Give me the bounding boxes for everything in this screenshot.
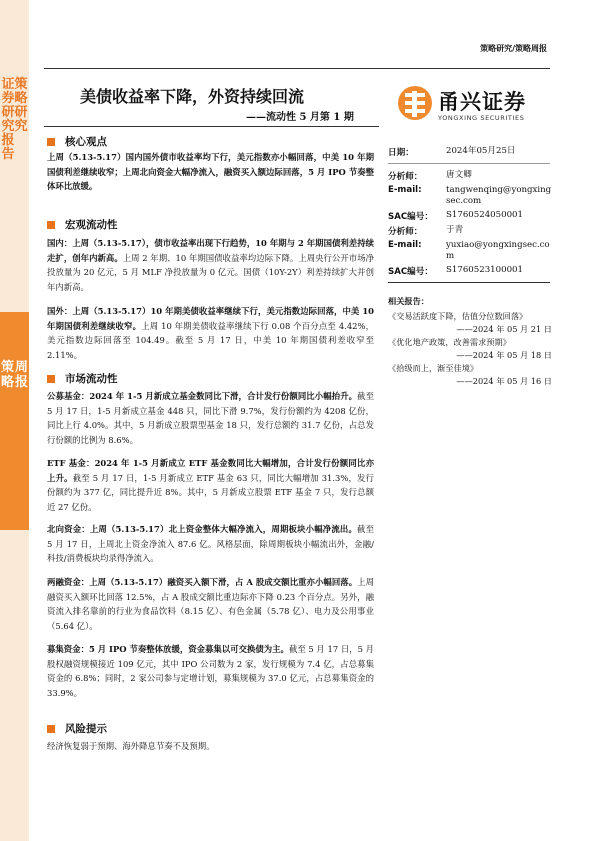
sac-label: SAC编号：	[388, 212, 433, 222]
related-reports-heading: 相关报告：	[388, 296, 429, 306]
analyst-label: 分析师：	[388, 172, 423, 182]
related-report-title: 《拾级而上，渐至佳境》	[388, 363, 479, 373]
email-label: E-mail:	[388, 240, 422, 250]
related-report-item[interactable]	[388, 336, 552, 362]
market-etf-text: 截至 5 月 17 日，1-5 月新成立 ETF 基金 63 只，同比大幅增加 31.3%，发行份额约为 377 亿，同比提升近 8%。其中，5 月新成立股票 ETF 基金 7 只，发行总额近 27 亿份。	[47, 472, 375, 512]
market-fund-paragraph	[47, 389, 374, 447]
date-row	[388, 146, 554, 158]
side-strip-block	[0, 312, 29, 530]
section-macro-title: 宏观流动性	[65, 219, 118, 231]
analyst-name: 于青	[446, 225, 464, 235]
title-divider	[44, 126, 379, 127]
macro-foreign-lead: 国外：上周（5.13-5.17）10 年期美债收益率继续下行，美元指数边际回落，中美 10 年期国债利差继续收窄。	[47, 306, 374, 331]
related-report-date: ——2024 年 05 月 18 日	[456, 350, 552, 360]
page-title: 美债收益率下降，外资持续回流	[80, 87, 305, 106]
info-bottom-divider	[388, 282, 550, 283]
analyst-block-2	[388, 225, 554, 277]
side-label-lower	[0, 360, 29, 390]
side-label-report: 证券研究报告	[1, 77, 15, 162]
page-subtitle: ——流动性 5 月第 1 期	[246, 112, 354, 123]
logo-name: 甬兴证券	[438, 90, 526, 114]
analyst-block-1	[388, 170, 554, 222]
related-reports	[388, 296, 552, 388]
core-paragraph	[47, 150, 374, 194]
side-label-upper	[0, 78, 29, 318]
market-fundraise-text: 截至 5 月 17 日，5 月股权融资规模接近 109 亿元，其中 IPO 公司数为 2 家，发行规模为 7.4 亿，占总募集资金的 6.8%；同时，2 家公司参与定增计划，募集规模为 37.0 亿元，占总募集资金的 33.9%。	[47, 644, 375, 698]
market-fund-lead: 公募基金：2024 年 1-5 月新成立基金数同比下滑，合计发行份额同比小幅抬升。	[47, 391, 358, 401]
macro-foreign-paragraph	[47, 304, 374, 362]
related-report-title: 《优化地产政策，改善需求预期》	[388, 337, 511, 347]
macro-domestic-paragraph	[47, 236, 374, 294]
related-report-item[interactable]	[388, 310, 552, 336]
analyst-sac: S1760523100001	[446, 265, 523, 275]
risk-text: 经济恢复弱于预期、海外降息节奏不及预期。	[47, 741, 215, 751]
side-label-strategy-lower: 策略	[0, 360, 14, 390]
market-northbound-lead: 北向资金：上周（5.13-5.17）北上资金整体大幅净流入，周期板块小幅净流出。	[47, 524, 358, 534]
side-label-strategy: 策略研究	[14, 77, 28, 134]
analyst-name: 唐文卿	[446, 170, 472, 180]
report-category: 策略研究/策略周报	[480, 44, 547, 53]
section-macro-header	[47, 217, 118, 232]
email-label: E-mail:	[388, 185, 422, 195]
market-etf-lead: ETF 基金：2024 年 1-5 月新成立 ETF 基金数同比大幅增加，合计发行份额同比亦上升。	[47, 458, 374, 483]
market-fundraise-lead: 募集资金：5 月 IPO 节奏整体放缓，资金募集以可交换债为主。	[47, 644, 289, 654]
section-bullet-icon	[47, 221, 55, 229]
header-divider	[44, 68, 550, 69]
info-divider	[388, 163, 550, 164]
related-report-date: ——2024 年 05 月 21 日	[456, 324, 552, 334]
section-bullet-icon	[47, 138, 55, 146]
logo-english: YONGXING SECURITIES	[438, 114, 525, 122]
macro-domestic-lead: 国内：上周（5.13-5.17），债市收益率出现下行趋势，10 年期与 2 年期国债利差持续走扩，创年内新高。	[47, 238, 374, 263]
section-market-header	[47, 371, 118, 386]
market-margin-text: 上周融资买入额环比回落 12.5%，占 A 股成交额比重边际亦下降 0.23 个百分点。另外，融资流入排名靠前的行业为食品饮料（8.15 亿）、有色金属（5.78 亿）、电力及公用事业（5.64 亿）。	[47, 577, 374, 631]
date-label: 日期：	[388, 148, 414, 158]
date-value: 2024年05月25日	[446, 146, 516, 156]
section-core-header	[47, 134, 107, 149]
section-bullet-icon	[47, 725, 55, 733]
market-fund-text: 截至 5 月 17 日，1-5 月新成立基金 448 只，同比下滑 9.7%，发行份额约为 4208 亿份，同比上行 4.0%。其中，5 月新成立股票型基金 18 只，发行总额约 31.7 亿份，占总发行份额的比例为 8.6%。	[47, 391, 375, 445]
related-report-item[interactable]	[388, 362, 552, 388]
macro-foreign-text: 上周 10 年期美债收益率继续下行 0.08 个百分点至 4.42%，美元指数边际回落至 104.49。截至 5 月 17 日，中美 10 年期国债利差收窄至 2.11%。	[47, 320, 374, 360]
market-margin-lead: 两融资金：上周（5.13-5.17）融资买入额下滑，占 A 股成交额比重亦小幅回落。	[47, 577, 358, 587]
section-risk-header	[47, 721, 107, 736]
market-fundraise-paragraph	[47, 642, 374, 700]
market-margin-paragraph	[47, 575, 374, 633]
market-northbound-paragraph	[47, 522, 374, 566]
section-bullet-icon	[47, 375, 55, 383]
risk-paragraph	[47, 739, 374, 754]
section-core-title: 核心观点	[65, 136, 107, 148]
market-etf-paragraph	[47, 456, 374, 514]
macro-domestic-text: 上周 2 年期、10 年期国债收益率均边际下降。上周央行公开市场净投放量为 20 亿元，5 月 MLF 净投放量为 0 亿元。国债（10Y-2Y）利差持续扩大并创年内新高。	[47, 252, 374, 292]
related-report-title: 《交易活跃度下降，估值分位数回落》	[388, 311, 528, 321]
analyst-sac: S1760524050001	[446, 210, 523, 220]
sac-label: SAC编号：	[388, 267, 433, 277]
analyst-label: 分析师：	[388, 227, 423, 237]
section-market-title: 市场流动性	[65, 373, 118, 385]
related-report-date: ——2024 年 05 月 16 日	[456, 376, 552, 386]
section-risk-title: 风险提示	[65, 723, 107, 735]
core-text: 上周（5.13-5.17）国内国外债市收益率均下行，美元指数亦小幅回落，中美 10 年期国债利差继续收窄；上周北向资金大幅净流入，融资买入额边际回落，5 月 IPO 节奏整体环比放缓。	[47, 152, 374, 191]
market-northbound-text: 截至 5 月 17 日，上周北上资金净流入 87.6 亿。风格层面，除周期板块小幅流出外，金融/科技/消费板块均录得净流入。	[47, 524, 374, 563]
analyst-email[interactable]: yuxiao@yongxingsec.com	[446, 240, 550, 261]
side-label-weekly: 周报	[14, 360, 28, 390]
analyst-email[interactable]: tangwenqing@yongxingsec.com	[446, 185, 552, 206]
